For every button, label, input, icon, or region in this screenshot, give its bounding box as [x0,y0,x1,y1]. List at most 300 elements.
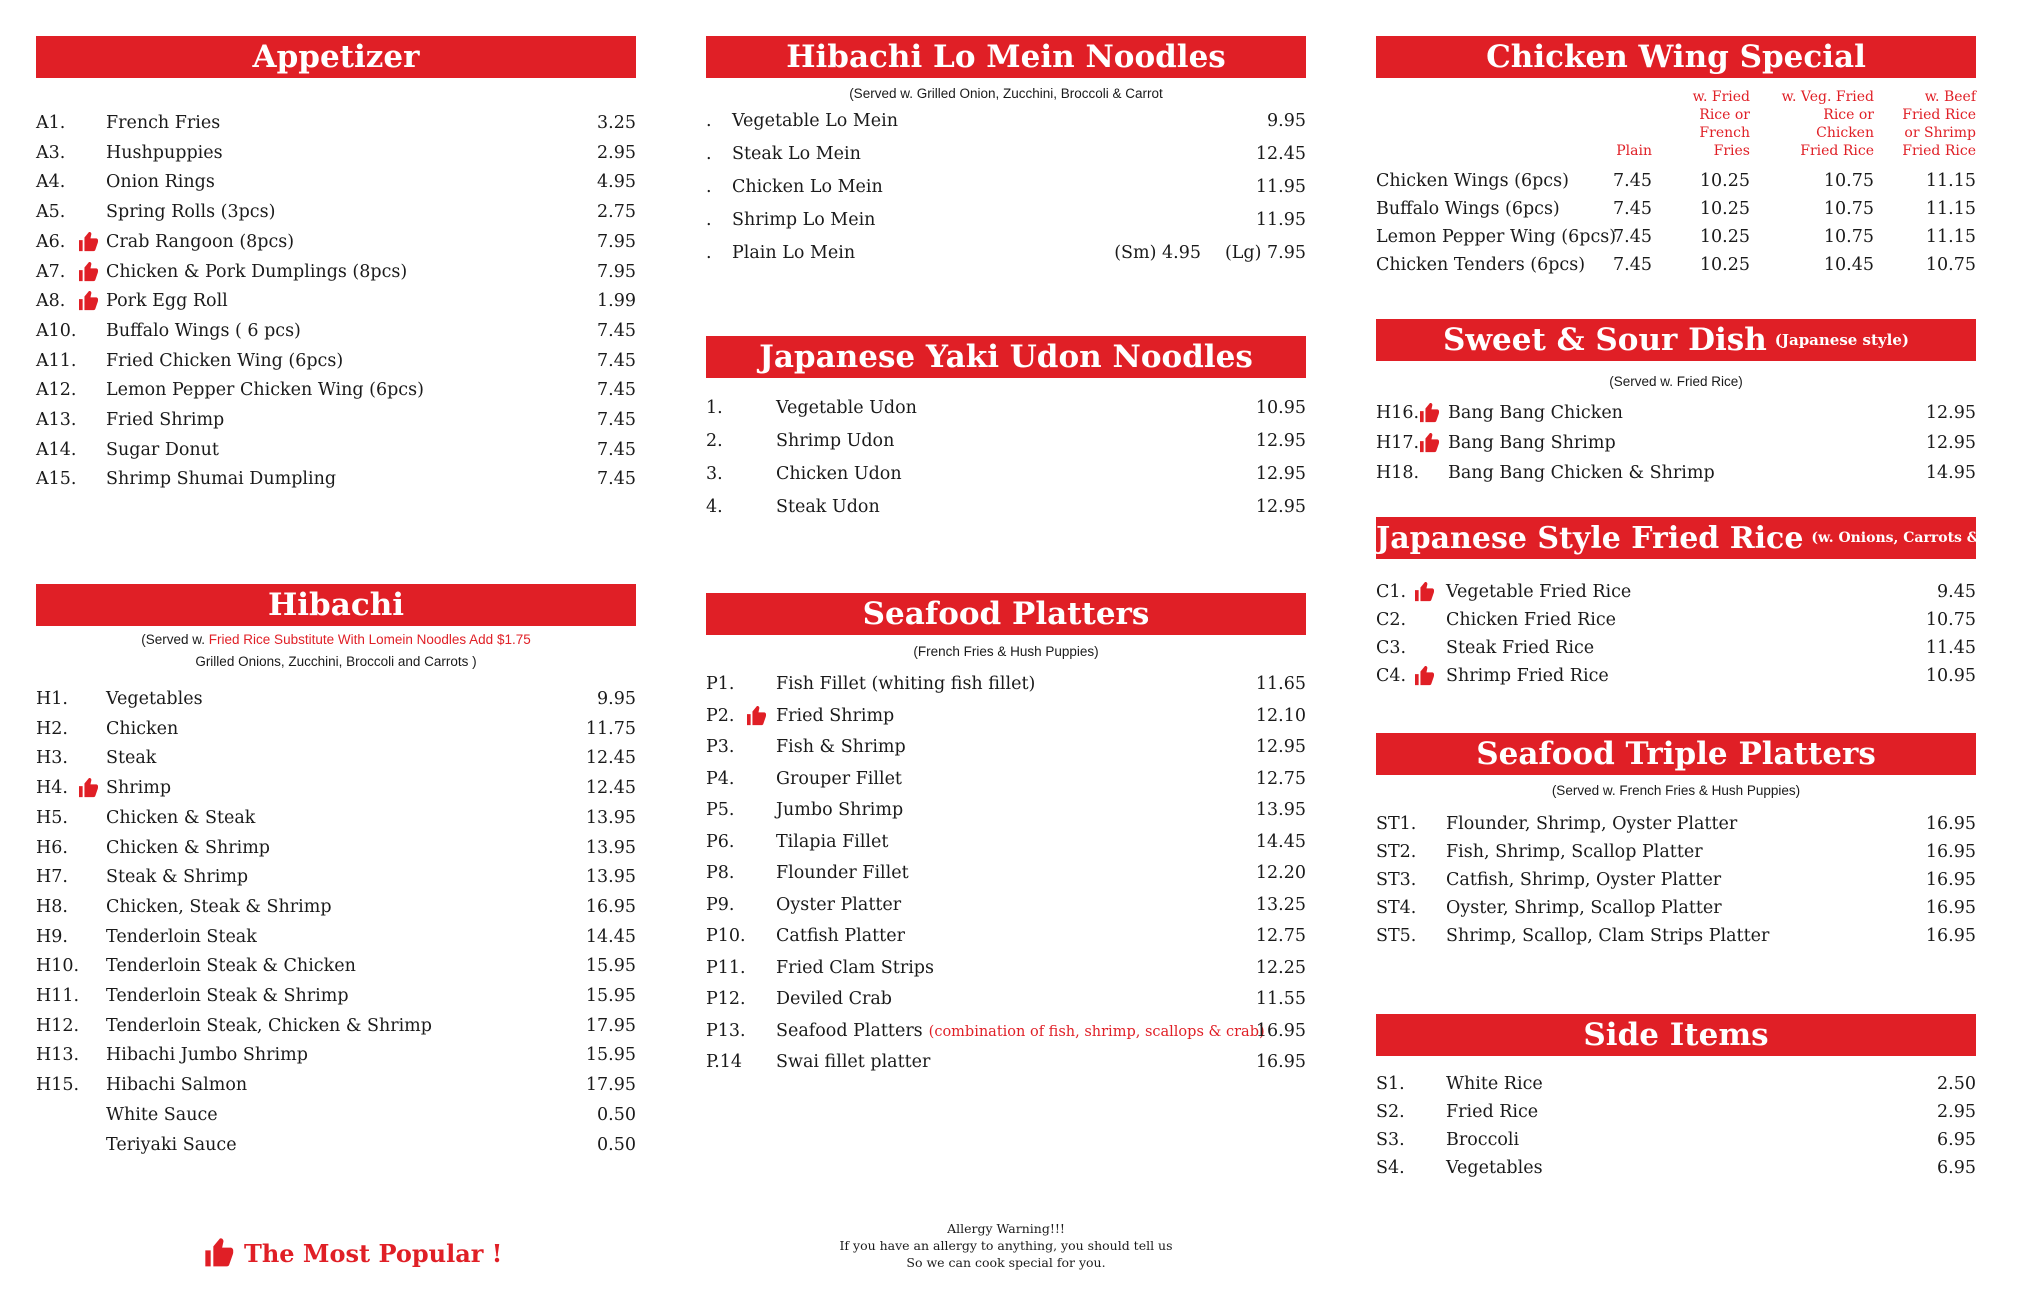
list-item [706,672,1306,696]
item-price: 11.45 [1925,638,1976,658]
item-price: 12.20 [1255,863,1306,883]
item-name: Seafood Platters (combination of fish, shrimp, scallops & crab) [776,1020,1265,1041]
item-name: Fish Fillet (whiting fish fillet) [776,674,1036,694]
item-price-small: (Sm) 4.95 [1114,243,1201,263]
item-name: Lemon Pepper Wing (6pcs) [1376,227,1617,247]
hibachi-sub-line2: Grilled Onions, Zucchini, Broccoli and Carrots ) [195,654,477,669]
item-name: Chicken Wings (6pcs) [1376,171,1569,191]
item-code: P12. [706,989,746,1009]
item-name: Jumbo Shrimp [776,800,904,820]
list-item [36,349,636,373]
item-price: 7.45 [597,410,636,430]
triple-header [1376,733,1976,775]
thumbs-up-icon [1419,433,1441,460]
item-price: 17.95 [585,1015,636,1036]
item-code: A1. [36,113,66,133]
wings-col-fried-rice: w. Fried Rice or French Fries [1692,89,1750,159]
table-row [1376,169,1976,193]
item-price: 10.75 [1823,171,1874,191]
item-price: 12.95 [1925,403,1976,423]
item-price: 12.95 [1255,464,1306,484]
sweetsour-subtitle: (Served w. Fried Rice) [1609,374,1743,389]
item-code: H16. [1376,403,1420,423]
item-price: 13.95 [585,867,636,888]
item-name: Chicken Lo Mein [732,177,883,197]
item-code: A13. [36,410,77,430]
lomein-title: Hibachi Lo Mein Noodles [786,39,1226,75]
item-code: H18. [1376,463,1420,483]
list-item [36,806,636,830]
item-price: 2.95 [1937,1102,1976,1122]
item-name: Steak & Shrimp [106,867,249,888]
item-code: H12. [36,1015,80,1036]
item-name: Shrimp Udon [776,431,895,451]
item-code: H8. [36,896,68,917]
thumbs-up-icon [78,262,100,289]
item-price: 9.95 [597,689,636,709]
item-code: . [706,177,712,197]
item-price: 4.95 [597,172,636,193]
item-price: 10.45 [1823,255,1874,275]
item-price: 6.95 [1937,1158,1976,1178]
item-code: A10. [36,320,77,341]
item-code: P6. [706,831,735,852]
item-code: S2. [1376,1102,1405,1122]
item-code: 2. [706,431,723,451]
list-item [706,429,1306,453]
list-item [1376,461,1976,485]
item-name: Hibachi Jumbo Shrimp [106,1045,308,1066]
wings-title: Chicken Wing Special [1486,39,1866,75]
item-code: ST2. [1376,842,1417,862]
item-code: H6. [36,837,68,858]
item-name: Chicken Fried Rice [1446,610,1617,630]
item-code: ST4. [1376,898,1417,918]
thumbs-up-icon [78,778,100,805]
item-price: 16.95 [1925,870,1976,890]
item-name: Shrimp [106,778,172,799]
item-code: A15. [36,469,77,490]
item-price: 7.45 [1613,227,1652,247]
item-name: Sugar Donut [106,439,219,460]
item-name: Hushpuppies [106,142,223,163]
friedrice-title-note: (w. Onions, Carrots & Peas) [1811,530,2027,546]
appetizer-title: Appetizer [252,39,420,75]
item-price-pair [1090,241,1306,265]
item-name: Tenderloin Steak [106,926,257,947]
item-note: (combination of fish, shrimp, scallops & crab) [928,1023,1265,1040]
item-name: Tenderloin Steak & Shrimp [106,986,349,1006]
item-price: 11.95 [1255,177,1306,197]
item-name: Fried Clam Strips [776,957,934,978]
item-code: A14. [36,439,77,460]
popular-legend [204,1238,502,1268]
item-price: 10.75 [1823,227,1874,247]
list-item [36,467,636,491]
thumbs-up-icon [78,291,100,318]
item-code: S3. [1376,1130,1405,1150]
item-price: 9.95 [1267,111,1306,131]
list-item [36,141,636,165]
item-price: 3.25 [597,113,636,133]
item-name: Bang Bang Shrimp [1448,433,1616,453]
list-item [36,984,636,1008]
item-code: H5. [36,807,68,828]
list-item [36,776,636,800]
item-name: White Rice [1446,1074,1543,1094]
item-name: Lemon Pepper Chicken Wing (6pcs) [106,380,424,401]
list-item [706,109,1306,133]
seafood-subtitle: (French Fries & Hush Puppies) [913,644,1099,659]
item-price: 11.15 [1925,227,1976,247]
item-price: 7.45 [1613,255,1652,275]
list-item [36,111,636,135]
table-row [1376,253,1976,277]
item-code: P9. [706,894,735,915]
list-item [706,956,1306,980]
item-name: Grouper Fillet [776,768,902,789]
item-price: 15.95 [585,1045,636,1066]
item-name: Bang Bang Chicken [1448,403,1623,423]
item-price: 16.95 [1255,1020,1306,1041]
list-item [36,717,636,741]
list-item [706,495,1306,519]
list-item [706,861,1306,885]
list-item [36,289,636,313]
list-item [36,1073,636,1097]
item-name: Chicken & Shrimp [106,837,271,858]
item-name: Oyster Platter [776,894,902,915]
item-name: Onion Rings [106,172,215,193]
item-name: Plain Lo Mein [732,243,856,263]
list-item [1376,608,1976,632]
item-code: H9. [36,926,68,947]
item-code: H13. [36,1045,80,1066]
item-price: 14.45 [585,926,636,947]
allergy-line2: If you have an allergy to anything, you should tell us [839,1238,1173,1253]
item-name: Swai fillet platter [776,1052,931,1072]
item-price: 13.95 [585,807,636,828]
item-name: Shrimp Shumai Dumpling [106,469,337,490]
list-item [1376,812,1976,836]
thumbs-up-icon [1414,666,1436,693]
list-item [706,175,1306,199]
item-name: Chicken Tenders (6pcs) [1376,255,1586,275]
item-name: Chicken [106,718,179,739]
sides-title: Side Items [1583,1017,1769,1053]
list-item [706,735,1306,759]
appetizer-header [36,36,636,78]
list-item [1376,1072,1976,1096]
list-item [36,1133,636,1157]
item-price: 7.45 [597,469,636,490]
item-price: 13.95 [585,837,636,858]
item-price: 2.95 [597,142,636,163]
list-item [706,208,1306,232]
list-item [1376,580,1976,604]
triple-subtitle: (Served w. French Fries & Hush Puppies) [1551,783,1801,798]
item-price: 10.95 [1925,666,1976,686]
item-price: 7.45 [597,320,636,341]
item-code: H1. [36,689,68,709]
item-price: 0.50 [597,1134,636,1155]
list-item [1376,868,1976,892]
list-item [36,408,636,432]
list-item [706,704,1306,728]
sweetsour-header [1376,319,1976,361]
item-code: 1. [706,398,723,418]
wings-col-beef-fried-rice: w. Beef Fried Rice or Shrimp Fried Rice [1902,89,1976,159]
item-code: . [706,111,712,131]
list-item [36,378,636,402]
item-name: Fried Rice [1446,1102,1539,1122]
item-code: A5. [36,202,66,223]
item-price: 7.45 [597,439,636,460]
list-item [36,925,636,949]
list-item [706,241,1306,265]
item-price: 11.55 [1255,989,1306,1009]
popular-legend-label: The Most Popular ! [244,1238,503,1268]
item-name: Broccoli [1446,1130,1520,1150]
hibachi-subtitle [36,629,636,673]
item-name: Catfish Platter [776,926,905,946]
list-item [36,865,636,889]
list-item [706,142,1306,166]
item-code: ST5. [1376,926,1417,946]
list-item [1376,1156,1976,1180]
item-price: 7.45 [597,350,636,371]
item-price: 10.25 [1699,227,1750,247]
item-price: 13.95 [1255,800,1306,820]
item-name: Pork Egg Roll [106,291,228,312]
item-code: H11. [36,986,80,1006]
list-item [36,746,636,770]
list-item [1376,401,1976,425]
item-name: Shrimp Fried Rice [1446,666,1609,686]
item-name: Flounder, Shrimp, Oyster Platter [1446,814,1738,834]
list-item [1376,664,1976,688]
item-name: Tilapia Fillet [776,831,889,852]
allergy-line3: So we can cook special for you. [906,1255,1106,1270]
item-name: Deviled Crab [776,989,892,1009]
item-name: Chicken & Steak [106,807,256,828]
friedrice-title: Japanese Style Fried Rice [1376,520,1804,556]
item-name: Teriyaki Sauce [106,1134,237,1155]
item-price: 14.45 [1255,831,1306,852]
hibachi-sub-red: Fried Rice Substitute With Lomein Noodles Add $1.75 [208,632,531,647]
item-price: 12.45 [585,748,636,769]
wings-col-plain: Plain [1616,143,1652,159]
item-price: 7.45 [597,380,636,401]
list-item [706,798,1306,822]
item-price: 7.95 [597,231,636,252]
item-code: A8. [36,291,66,312]
item-price: 12.25 [1255,957,1306,978]
list-item [706,987,1306,1011]
list-item [36,438,636,462]
friedrice-header [1376,517,2027,559]
item-name: Crab Rangoon (8pcs) [106,231,295,252]
item-price: 12.95 [1255,737,1306,757]
item-code: C1. [1376,582,1407,602]
item-price: 12.75 [1255,926,1306,946]
wings-col-veg-fried-rice: w. Veg. Fried Rice or Chicken Fried Rice [1781,89,1874,159]
item-name: Vegetable Udon [776,398,917,418]
wings-header [1376,36,1976,78]
item-price: 2.75 [597,202,636,223]
item-price: 16.95 [1925,926,1976,946]
lomein-subtitle: (Served w. Grilled Onion, Zucchini, Broccoli & Carrot [849,86,1163,101]
item-code: P11. [706,957,746,978]
item-price: 10.25 [1699,171,1750,191]
item-name: Vegetables [1446,1158,1543,1178]
item-name: Fish & Shrimp [776,737,906,757]
list-item [706,893,1306,917]
hibachi-header [36,584,636,626]
item-name: Steak [106,748,157,769]
item-name: Shrimp Lo Mein [732,210,876,230]
sides-header [1376,1014,1976,1056]
item-code: ST1. [1376,814,1417,834]
item-price: 12.95 [1255,431,1306,451]
thumbs-up-icon [1414,582,1436,609]
table-row [1376,197,1976,221]
item-name: Vegetable Lo Mein [732,111,898,131]
item-price: 12.95 [1255,497,1306,517]
item-name: Chicken Udon [776,464,902,484]
item-price: 11.15 [1925,199,1976,219]
item-code: H10. [36,956,80,977]
item-code: A7. [36,261,66,282]
item-code: S1. [1376,1074,1405,1094]
list-item [1376,840,1976,864]
item-price: 10.75 [1823,199,1874,219]
item-name: Buffalo Wings ( 6 pcs) [106,320,301,341]
item-price: 16.95 [1925,898,1976,918]
item-name: Catfish, Shrimp, Oyster Platter [1446,870,1722,890]
item-price: 0.50 [597,1104,636,1125]
item-code: A3. [36,142,66,163]
item-code: P3. [706,737,735,757]
seafood-title: Seafood Platters [862,596,1150,632]
item-price-large: (Lg) 7.95 [1224,243,1306,263]
item-name: Chicken & Pork Dumplings (8pcs) [106,261,408,282]
item-price: 7.95 [597,261,636,282]
item-code: A11. [36,350,77,371]
list-item [706,1019,1306,1043]
item-price: 12.45 [585,778,636,799]
item-code: . [706,144,712,164]
thumbs-up-icon [204,1238,236,1268]
sweetsour-title-note: (Japanese style) [1774,331,1909,349]
udon-header [706,336,1306,378]
item-name: Steak Lo Mein [732,144,861,164]
item-code: P.14 [706,1052,743,1072]
item-code: C2. [1376,610,1407,630]
item-name: Bang Bang Chicken & Shrimp [1448,463,1715,483]
list-item [36,230,636,254]
item-price: 11.65 [1255,674,1306,694]
item-name: Flounder Fillet [776,863,909,883]
list-item [1376,636,1976,660]
item-code: 3. [706,464,723,484]
item-name: Hibachi Salmon [106,1075,248,1096]
item-price: 12.10 [1255,705,1306,726]
list-item [706,924,1306,948]
list-item [36,954,636,978]
item-price: 14.95 [1925,463,1976,483]
item-price: 16.95 [1925,814,1976,834]
list-item [36,687,636,711]
item-price: 12.75 [1255,768,1306,789]
item-name: Tenderloin Steak, Chicken & Shrimp [106,1015,432,1036]
item-price: 7.45 [1613,171,1652,191]
item-code: P1. [706,674,735,694]
allergy-warning [806,1220,1206,1271]
item-name: Spring Rolls (3pcs) [106,202,276,223]
lomein-header [706,36,1306,78]
list-item [36,1014,636,1038]
item-price: 11.95 [1255,210,1306,230]
item-code: ST3. [1376,870,1417,890]
list-item [36,1043,636,1067]
list-item [706,462,1306,486]
table-row [1376,225,1976,249]
udon-title: Japanese Yaki Udon Noodles [759,339,1253,375]
item-code: A12. [36,380,77,401]
item-price: 10.25 [1699,255,1750,275]
triple-title: Seafood Triple Platters [1476,736,1876,772]
list-item [36,319,636,343]
list-item [1376,924,1976,948]
item-price: 15.95 [585,956,636,977]
item-code: H15. [36,1075,80,1096]
item-name: Fish, Shrimp, Scallop Platter [1446,842,1703,862]
item-price: 7.45 [1613,199,1652,219]
list-item [706,767,1306,791]
item-price: 11.75 [585,718,636,739]
item-price: 2.50 [1937,1074,1976,1094]
item-price: 10.95 [1255,398,1306,418]
item-code: H17. [1376,433,1420,453]
thumbs-up-icon [78,232,100,259]
item-code: S4. [1376,1158,1405,1178]
list-item [36,836,636,860]
item-price: 10.75 [1925,255,1976,275]
item-price: 16.95 [1255,1052,1306,1072]
item-price: 1.99 [597,291,636,312]
item-name: Steak Udon [776,497,880,517]
item-name: Fried Chicken Wing (6pcs) [106,350,344,371]
item-price: 12.95 [1925,433,1976,453]
item-code: H2. [36,718,68,739]
sweetsour-title: Sweet & Sour Dish [1442,322,1767,358]
item-name: Tenderloin Steak & Chicken [106,956,356,977]
item-price: 16.95 [1925,842,1976,862]
item-code: P5. [706,800,735,820]
hibachi-title: Hibachi [267,587,405,623]
list-item [36,895,636,919]
item-price: 13.25 [1255,894,1306,915]
item-name: Fried Shrimp [776,705,895,726]
item-price: 10.25 [1699,199,1750,219]
list-item [1376,431,1976,455]
list-item [706,396,1306,420]
item-price: 16.95 [585,896,636,917]
thumbs-up-icon [746,706,768,733]
item-code: P2. [706,705,735,726]
item-name: Vegetable Fried Rice [1446,582,1632,602]
